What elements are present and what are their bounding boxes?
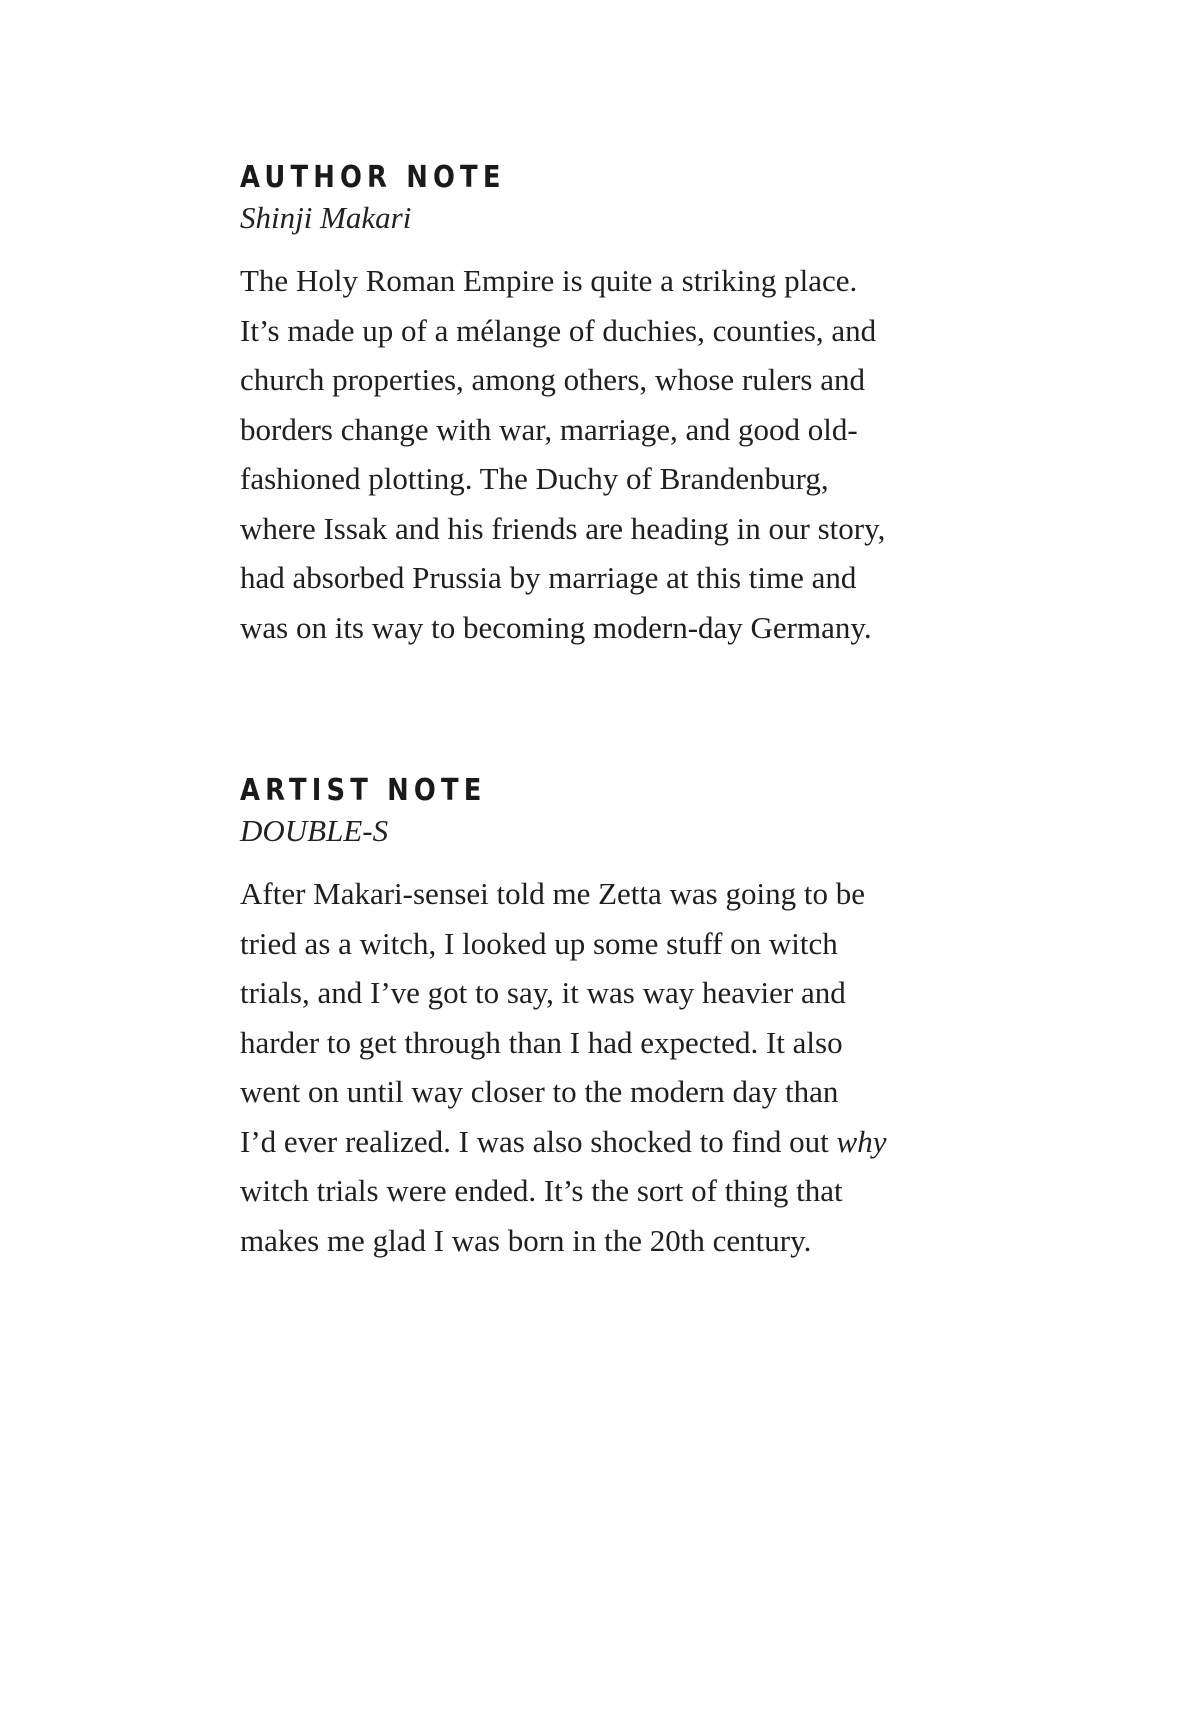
body-line: went on until way closer to the modern day than	[240, 1074, 839, 1109]
body-line: After Makari-sensei told me Zetta was going to be	[240, 876, 865, 911]
author-note-byline: Shinji Makari	[240, 200, 412, 235]
body-line: witch trials were ended. It’s the sort of thing that	[240, 1173, 843, 1208]
body-line-text: I’d ever realized. I was also shocked to find out	[240, 1123, 837, 1159]
body-line: It’s made up of a mélange of duchies, counties, and	[240, 312, 877, 348]
artist-note-section	[240, 773, 960, 1265]
author-note-body	[240, 256, 960, 652]
body-line: makes me glad I was born in the 20th century.	[240, 1222, 812, 1258]
body-line: church properties, among others, whose rulers and	[240, 362, 865, 397]
body-line: The Holy Roman Empire is quite a striking place.	[240, 263, 858, 298]
body-line: had absorbed Prussia by marriage at this time and	[240, 560, 857, 595]
body-line: harder to get through than I had expected. It also	[240, 1024, 843, 1060]
emphasis-word: why	[836, 1123, 887, 1159]
artist-note-heading: ARTIST NOTE	[240, 773, 487, 808]
author-note-section	[240, 160, 960, 652]
artist-note-body	[240, 869, 960, 1265]
artist-note-byline: DOUBLE-S	[240, 813, 389, 848]
author-note-heading: AUTHOR NOTE	[240, 160, 506, 195]
body-line: was on its way to becoming modern-day Germany.	[240, 609, 872, 645]
body-line	[240, 1117, 960, 1167]
body-line: fashioned plotting. The Duchy of Brandenburg,	[240, 461, 829, 496]
body-line: trials, and I’ve got to say, it was way heavier and	[240, 975, 846, 1010]
body-line: where Issak and his friends are heading in our story,	[240, 510, 886, 546]
body-line: tried as a witch, I looked up some stuff on witch	[240, 925, 838, 961]
body-line: borders change with war, marriage, and good old-	[240, 411, 858, 447]
